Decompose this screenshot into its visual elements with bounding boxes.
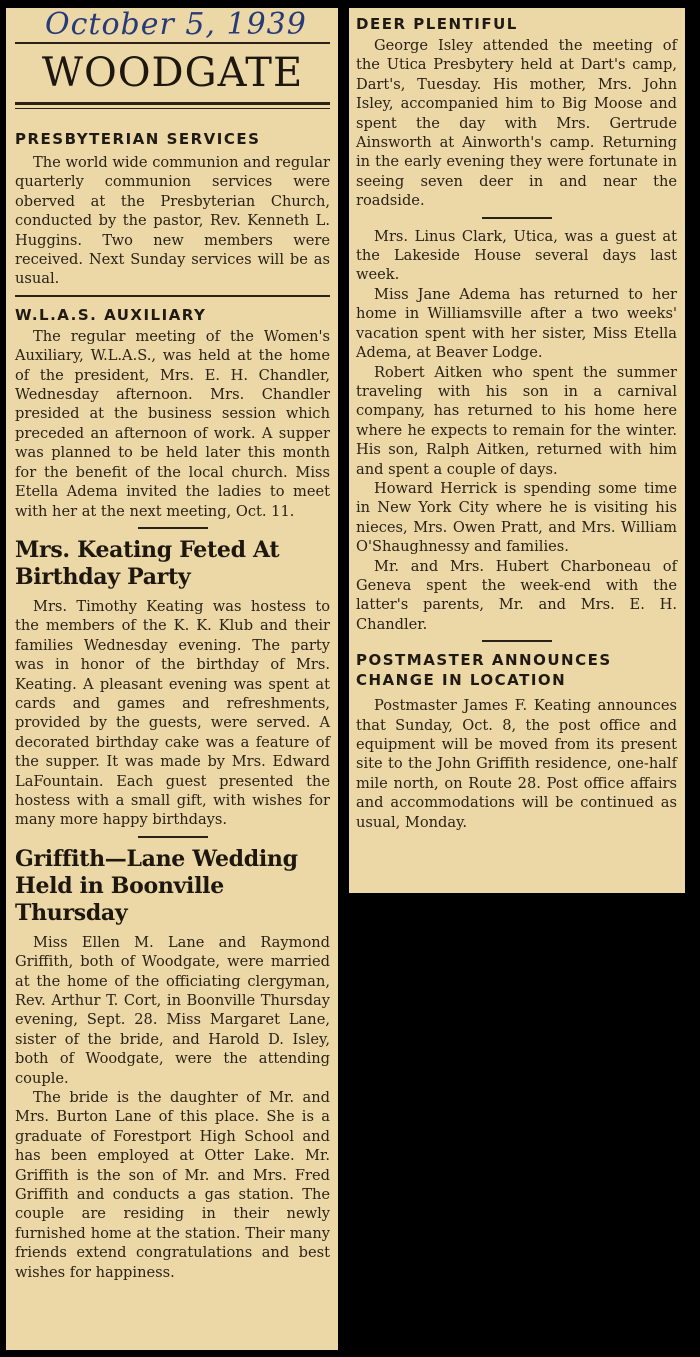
headline-deer: DEER PLENTIFUL xyxy=(356,15,518,33)
headline-keating: Mrs. Keating Feted At Birthday Party xyxy=(15,536,280,590)
news-item: Robert Aitken who spent the summer traveling with his son in a carnival company, has returned to his home here where he expects to remain for the winter. His son, Ralph Aitken, returned with him and spent a couple of days. xyxy=(356,363,677,478)
article-text: The world wide communion and regular quarterly communion services were oberved at the Presbyterian Church, conducted by the pastor, Rev. Kenneth L. Huggins. Two new members were received. Next Sunday services will be as usual. xyxy=(15,154,330,288)
headline-wlas: W.L.A.S. AUXILIARY xyxy=(15,305,207,324)
news-item: Mrs. Linus Clark, Utica, was a guest at the Lakeside House several days last week. xyxy=(356,227,677,284)
article-text: Postmaster James F. Keating announces that Sunday, Oct. 8, the post office and equipment will be moved from its present site to the John Griffith residence, one-half mile north, on Route 28. Post office affairs and accommodations will be continued as usual, Monday. xyxy=(356,697,677,831)
masthead-rule-bottom xyxy=(15,102,330,109)
masthead-rule-top xyxy=(15,42,330,44)
divider xyxy=(482,640,552,642)
clipping-left xyxy=(6,8,338,1350)
news-item: Howard Herrick is spending some time in New York City where he is visiting his nieces, Mrs. Owen Pratt, and Mrs. William O'Shaughnessy and families. xyxy=(356,479,677,556)
headline-postmaster: POSTMASTER ANNOUNCES CHANGE IN LOCATION xyxy=(356,651,612,690)
article-text: Miss Ellen M. Lane and Raymond Griffith, both of Woodgate, were married at the home of the officiating clergyman, Rev. Arthur T. Cort, in Boonville Thursday evening, Sept. 28. Miss Margaret Lane, sister of the bride, and Harold D. Isley, both of Woodgate, were the attending couple. xyxy=(15,933,330,1087)
masthead: WOODGATE xyxy=(41,50,304,96)
divider xyxy=(138,836,208,838)
article-text: George Isley attended the meeting of the Utica Presbytery held at Dart's camp, Dart's, Tuesday. His mother, Mrs. John Isley, accompanied him to Big Moose and spent the day with Mrs. Gertrude Ainsworth at Ainworth's camp. Returning in the early evening they were fortunate in seeing seven deer in and near the roadside. xyxy=(356,37,677,210)
article-text: The regular meeting of the Women's Auxiliary, W.L.A.S., was held at the home of the president, Mrs. E. H. Chandler, Wednesday afternoon. Mrs. Chandler presided at the business session which preceded an afternoon of work. A supper was planned to be held later this month for the benefit of the local church. Miss Etella Adema invited the ladies to meet with her at the next meeting, Oct. 11. xyxy=(15,327,330,520)
article-text: The bride is the daughter of Mr. and Mrs. Burton Lane of this place. She is a graduate of Forestport High School and has been employed at Otter Lake. Mr. Griffith is the son of Mr. and Mrs. Fred Griffith and conducts a gas station. The couple are residing in their newly furnished home at the station. Their many friends extend congratulations and best wishes for happiness. xyxy=(15,1089,330,1281)
divider xyxy=(138,527,208,529)
headline-wedding: Griffith—Lane Wedding Held in Boonville Thursday xyxy=(15,845,298,926)
divider xyxy=(482,217,552,219)
clipping-right xyxy=(349,8,685,893)
news-item: Miss Jane Adema has returned to her home in Williamsville after a two weeks' vacation spent with her sister, Miss Etella Adema, at Beaver Lodge. xyxy=(356,285,677,362)
article-text: Mrs. Timothy Keating was hostess to the members of the K. K. Klub and their families Wednesday evening. The party was in honor of the birthday of Mrs. Keating. A pleasant evening was spent at cards and games and refreshments, provided by the guests, were served. A decorated birthday cake was a feature of the supper. It was made by Mrs. Edward LaFountain. Each guest presented the hostess with a small gift, with wishes for many more happy birthdays. xyxy=(15,597,330,829)
news-item: Mr. and Mrs. Hubert Charboneau of Geneva spent the week-end with the latter's parents, Mr. and Mrs. E. H. Chandler. xyxy=(356,557,677,633)
section-rule xyxy=(15,295,330,297)
handwritten-date: October 5, 1939 xyxy=(45,8,307,42)
headline-presbyterian: PRESBYTERIAN SERVICES xyxy=(15,130,261,148)
